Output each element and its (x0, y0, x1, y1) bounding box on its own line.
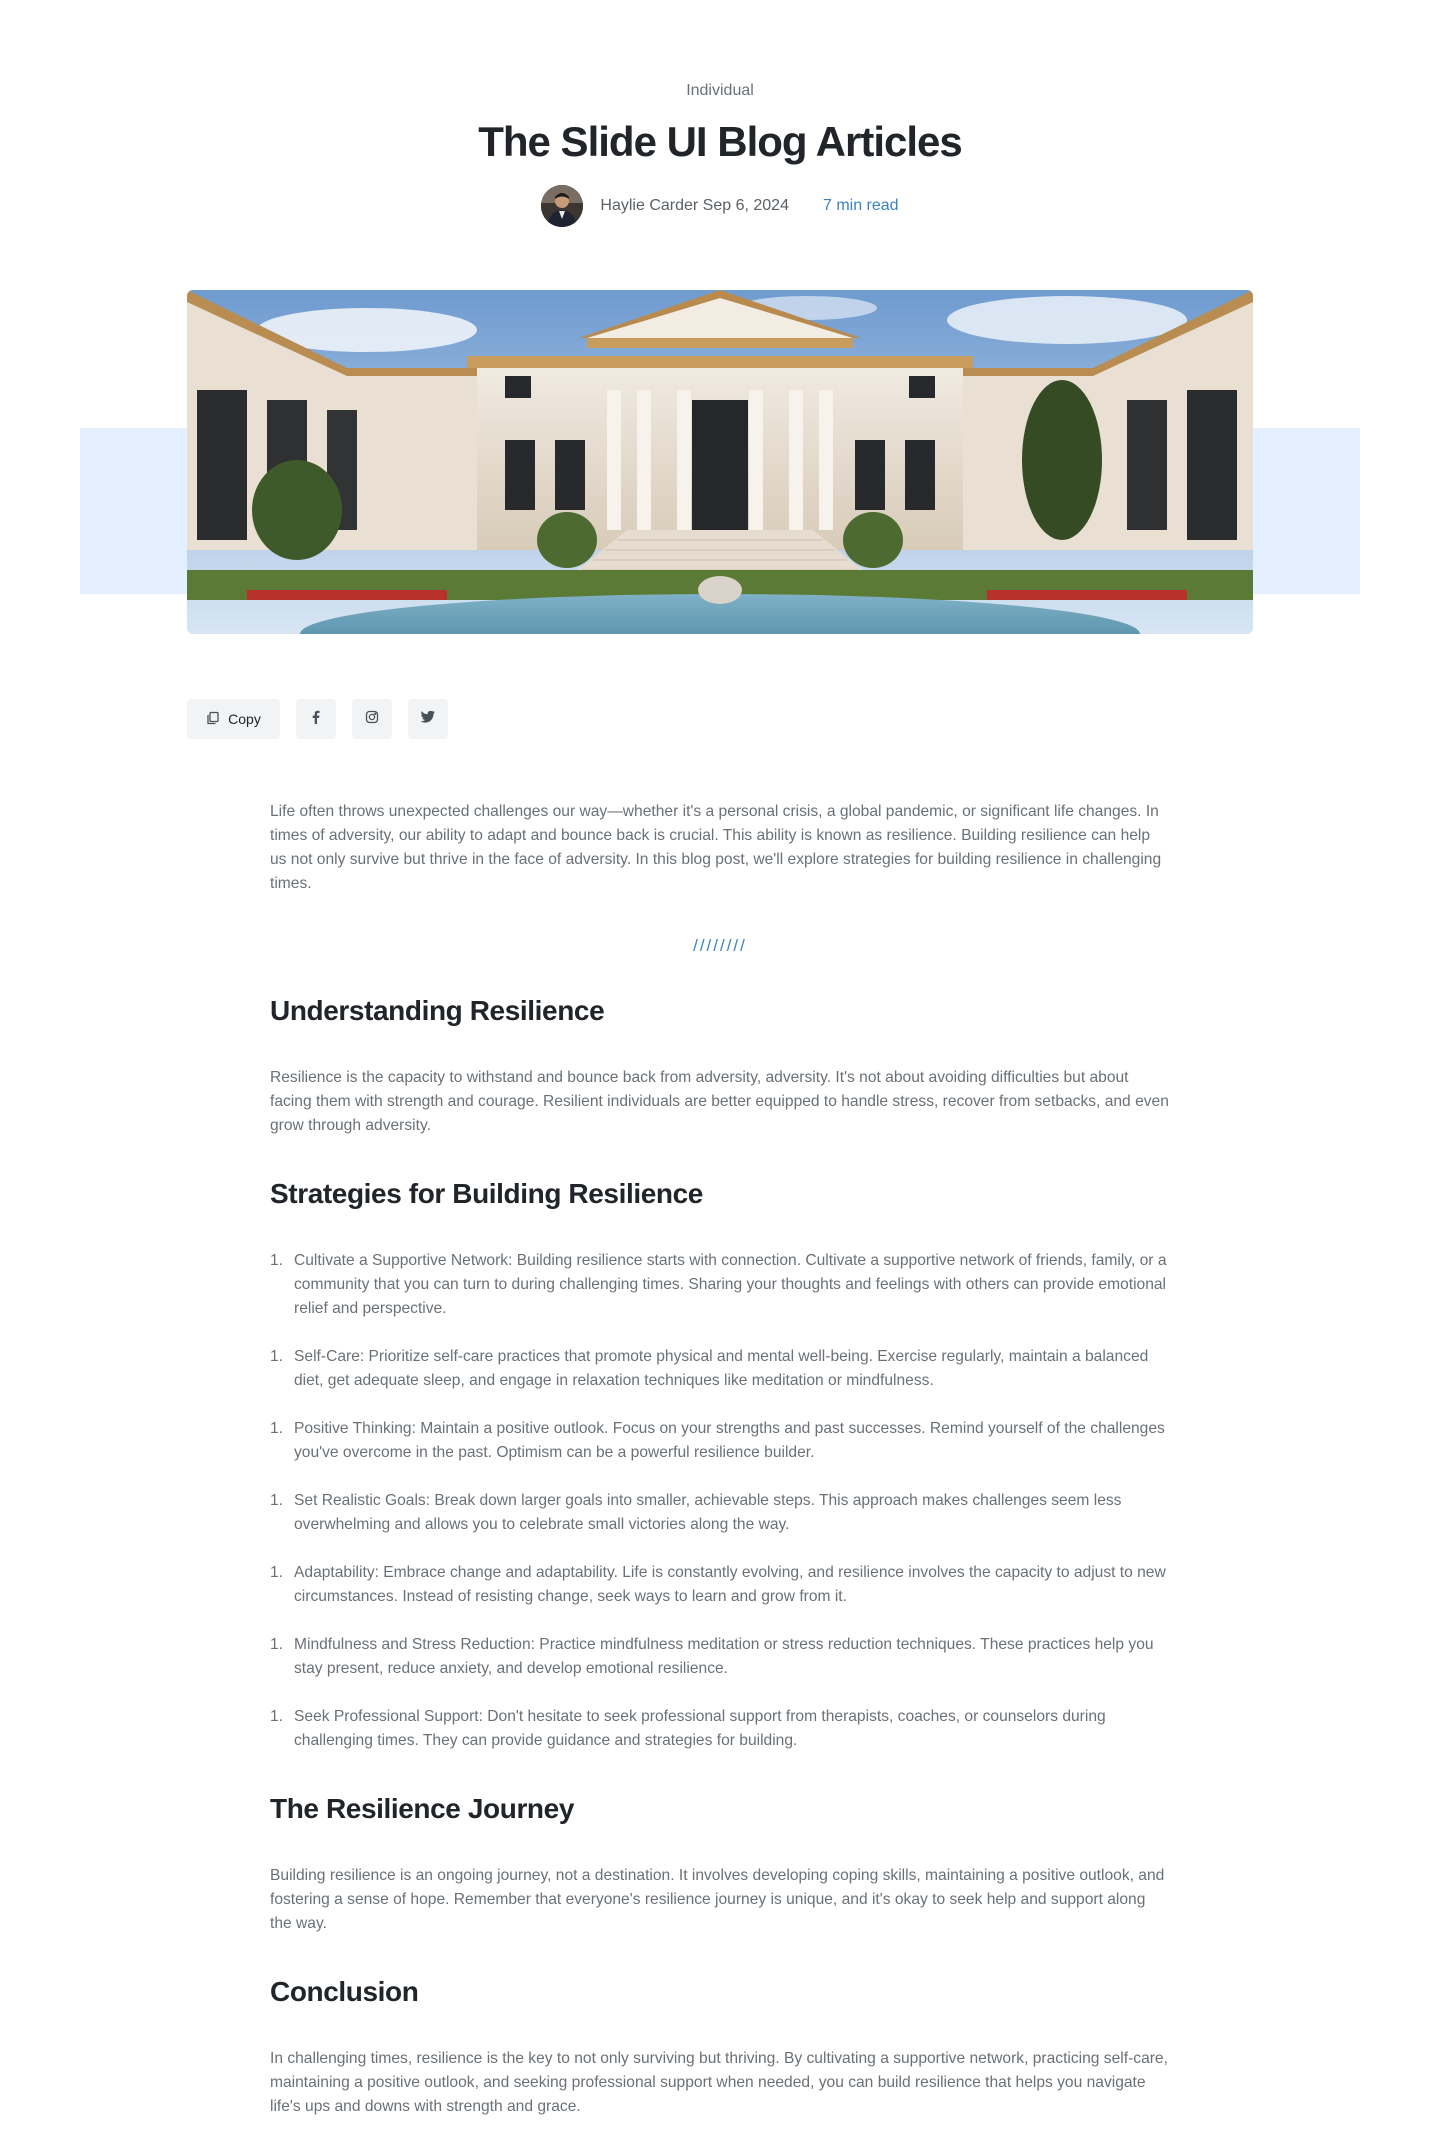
section-resilience-journey (270, 1791, 1170, 1936)
list-number: 1. (270, 1252, 284, 1269)
section-paragraph: Building resilience is an ongoing journey, not a destination. It involves developing coping skills, maintaining a positive outlook, and fostering a sense of hope. Remember that everyone's resilience journey is unique, and it's okay to seek help and support along the way. (270, 1867, 1165, 1932)
list-item (270, 1345, 1170, 1393)
section-conclusion (270, 1974, 1170, 2119)
strategies-list (270, 1249, 1170, 1753)
list-item (270, 1633, 1170, 1681)
list-item (270, 1417, 1170, 1465)
section-heading: Understanding Resilience (270, 995, 605, 1026)
facebook-icon (310, 710, 322, 729)
read-time: 7 min read (822, 197, 899, 214)
twitter-icon (421, 710, 435, 728)
list-item-text: Adaptability: Embrace change and adaptability. Life is constantly evolving, and resilience involves the capacity to adjust to new circumstances. Instead of resisting change, seek ways to learn and grow from it. (294, 1564, 1166, 1605)
hero-image (187, 290, 1253, 634)
instagram-share-button[interactable] (352, 699, 392, 739)
list-item-text: Mindfulness and Stress Reduction: Practice mindfulness meditation or stress reduction techniques. These practices help you stay present, reduce anxiety, and develop emotional resilience. (294, 1636, 1154, 1677)
share-bar (187, 699, 448, 739)
copy-icon (206, 711, 220, 728)
section-heading: Conclusion (270, 1976, 419, 2007)
list-number: 1. (270, 1636, 284, 1653)
list-item-text: Positive Thinking: Maintain a positive outlook. Focus on your strengths and past successes. Remind yourself of the challenges you've overcome in the past. Optimism can be a powerful resilience builder. (294, 1420, 1165, 1461)
list-number: 1. (270, 1564, 284, 1581)
section-heading: Strategies for Building Resilience (270, 1178, 703, 1209)
article-body (270, 800, 1170, 2119)
list-number: 1. (270, 1420, 284, 1437)
page-title: The Slide UI Blog Articles (478, 118, 962, 165)
list-item-text: Cultivate a Supportive Network: Building resilience starts with connection. Cultivate a supportive network of friends, family, or a community that you can turn to during challenging times. Sharing your thoughts and feelings with others can provide emotional relief and perspective. (294, 1252, 1167, 1317)
list-item (270, 1489, 1170, 1537)
author-name-date[interactable]: Haylie Carder Sep 6, 2024 (600, 197, 789, 214)
article-category[interactable]: Individual (686, 82, 754, 99)
list-number: 1. (270, 1348, 284, 1365)
section-divider: //////// (693, 936, 747, 955)
copy-link-button[interactable] (187, 699, 280, 739)
section-paragraph: In challenging times, resilience is the key to not only surviving but thriving. By cultivating a supportive network, practicing self-care, maintaining a positive outlook, and seeking professional support when needed, you can build resilience that helps you navigate life's ups and downs with strength and grace. (270, 2050, 1168, 2115)
section-heading: The Resilience Journey (270, 1793, 574, 1824)
copy-label: Copy (228, 711, 261, 727)
list-item (270, 1249, 1170, 1321)
facebook-share-button[interactable] (296, 699, 336, 739)
article-intro: Life often throws unexpected challenges our way—whether it's a personal crisis, a global pandemic, or significant life changes. In times of adversity, our ability to adapt and bounce back is crucial. This ability is known as resilience. Building resilience can help us not only survive but thrive in the face of adversity. In this blog post, we'll explore strategies for building resilience in challenging times. (270, 803, 1162, 892)
instagram-icon (365, 710, 379, 729)
list-number: 1. (270, 1492, 284, 1509)
article-meta (0, 184, 1440, 228)
list-item-text: Self-Care: Prioritize self-care practices that promote physical and mental well-being. Exercise regularly, maintain a balanced diet, get adequate sleep, and engage in relaxation techniques like meditation or mindfulness. (294, 1348, 1149, 1389)
section-strategies (270, 1176, 1170, 1753)
list-number: 1. (270, 1708, 284, 1725)
list-item-text: Set Realistic Goals: Break down larger goals into smaller, achievable steps. This approach makes challenges seem less overwhelming and allows you to celebrate small victories along the way. (294, 1492, 1122, 1533)
list-item (270, 1705, 1170, 1753)
list-item (270, 1561, 1170, 1609)
section-understanding-resilience (270, 993, 1170, 1138)
list-item-text: Seek Professional Support: Don't hesitate to seek professional support from therapists, coaches, or counselors during challenging times. They can provide guidance and strategies for building. (294, 1708, 1106, 1749)
author-avatar[interactable] (541, 185, 583, 227)
section-paragraph: Resilience is the capacity to withstand and bounce back from adversity, adversity. It's not about avoiding difficulties but about facing them with strength and courage. Resilient individuals are better equipped to handle stress, recover from setbacks, and even grow through adversity. (270, 1069, 1169, 1134)
twitter-share-button[interactable] (408, 699, 448, 739)
